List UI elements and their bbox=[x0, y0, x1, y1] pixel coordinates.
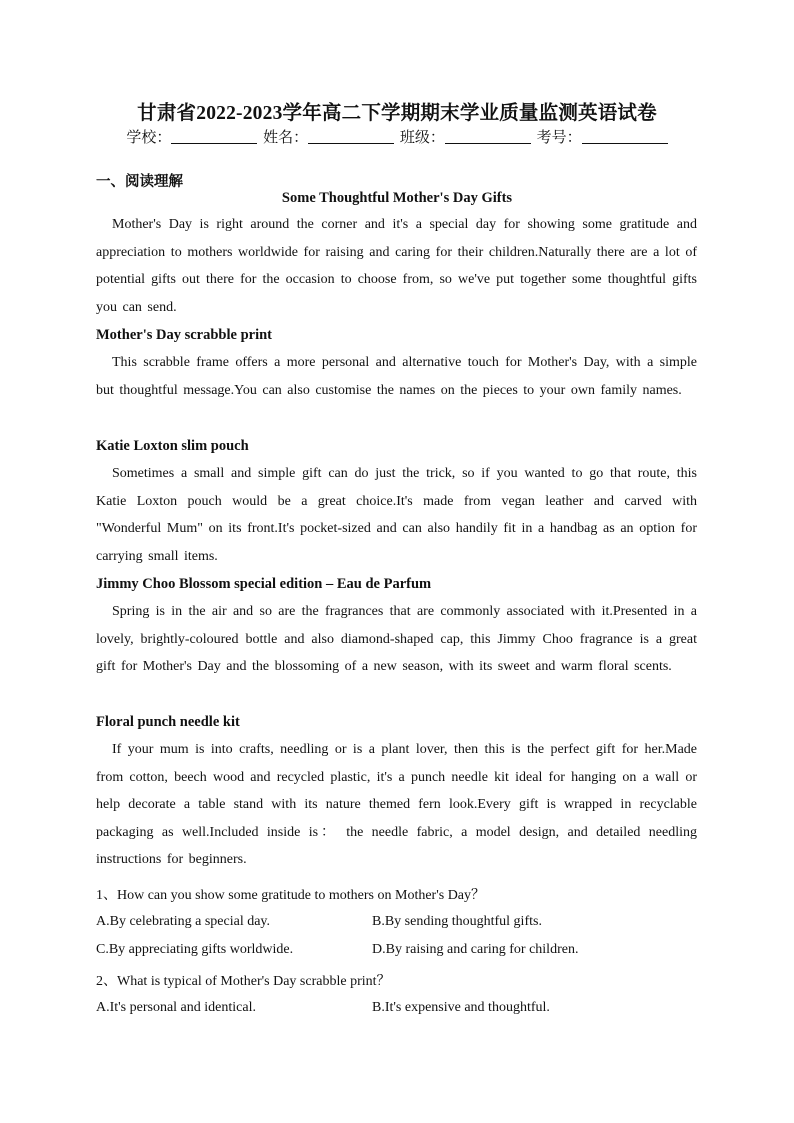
class-blank[interactable] bbox=[445, 129, 531, 144]
article-title: Some Thoughtful Mother's Day Gifts bbox=[281, 190, 513, 206]
school-label: 学校： bbox=[126, 130, 172, 146]
class-label: 班级： bbox=[399, 130, 445, 146]
intro-paragraph: Mother's Day is right around the corner and it's a special day for showing some gratitude and appreciation to mothers worldwide for raising and caring for their children.Naturally there are a lot of potential gifts out there for the occasion to choose from, so we've put together some thoughtful gifts you can send. bbox=[96, 217, 697, 315]
question-1-option-c: C.By appreciating gifts worldwide. bbox=[96, 942, 294, 957]
class-field bbox=[400, 126, 531, 147]
item-text-scrabble-print: This scrabble frame offers a more personal and alternative touch for Mother's Day, with a simple but thoughtful message.You can also customise the names on the pieces to your own family names. bbox=[96, 355, 697, 398]
school-blank[interactable] bbox=[171, 129, 257, 144]
item-heading-needle-kit: Floral punch needle kit bbox=[96, 714, 240, 730]
question-2-stem: 2、What is typical of Mother's Day scrabble print？ bbox=[96, 974, 391, 989]
item-heading-slim-pouch: Katie Loxton slim pouch bbox=[96, 438, 249, 454]
exam-number-label: 考号： bbox=[536, 130, 582, 146]
item-text-parfum: Spring is in the air and so are the fragrances that are commonly associated with it.Presented in a lovely, brightly-coloured bottle and also diamond-shaped cap, this Jimmy Choo fragrance is a great gift for Mother's Day and the blossoming of a new season, with its sweet and warm floral scents. bbox=[96, 604, 697, 675]
question-2-option-b: B.It's expensive and thoughtful. bbox=[372, 1000, 550, 1015]
item-heading-scrabble-print: Mother's Day scrabble print bbox=[96, 327, 272, 343]
school-field bbox=[126, 126, 257, 147]
question-1-option-b: B.By sending thoughtful gifts. bbox=[372, 914, 542, 929]
name-field bbox=[263, 126, 394, 147]
item-text-slim-pouch: Sometimes a small and simple gift can do just the trick, so if you wanted to go that route, this Katie Loxton pouch would be a great choice.It's made from vegan leather and carved with "Wonderful Mum" on its front.It's pocket-sized and can also handily fit in a handbag as an option for carrying small items. bbox=[96, 466, 697, 564]
exam-number-blank[interactable] bbox=[582, 129, 668, 144]
exam-title: 甘肃省2022-2023学年高二下学期期末学业质量监测英语试卷 bbox=[137, 103, 657, 124]
item-text-needle-kit: If your mum is into crafts, needling or is a plant lover, then this is the perfect gift for her.Made from cotton, beech wood and recycled plastic, it's a punch needle kit ideal for hanging on a wall or help decorate a table stand with its nature themed fern look.Every gift is wrapped in recyclable packaging as well.Included inside is： the needle fabric, a model design, and detailed needling instructions for beginners. bbox=[96, 742, 697, 868]
name-blank[interactable] bbox=[308, 129, 394, 144]
section-title: 一、阅读理解 bbox=[96, 174, 183, 190]
question-2-option-a: A.It's personal and identical. bbox=[96, 1000, 256, 1015]
name-label: 姓名： bbox=[263, 130, 309, 146]
exam-number-field bbox=[537, 126, 668, 147]
question-1-option-d: D.By raising and caring for children. bbox=[372, 942, 579, 957]
item-heading-parfum: Jimmy Choo Blossom special edition – Eau de Parfum bbox=[96, 576, 432, 592]
student-info-row bbox=[0, 126, 794, 147]
question-1-option-a: A.By celebrating a special day. bbox=[96, 914, 271, 929]
question-1-stem: 1、How can you show some gratitude to mothers on Mother's Day？ bbox=[96, 888, 486, 903]
